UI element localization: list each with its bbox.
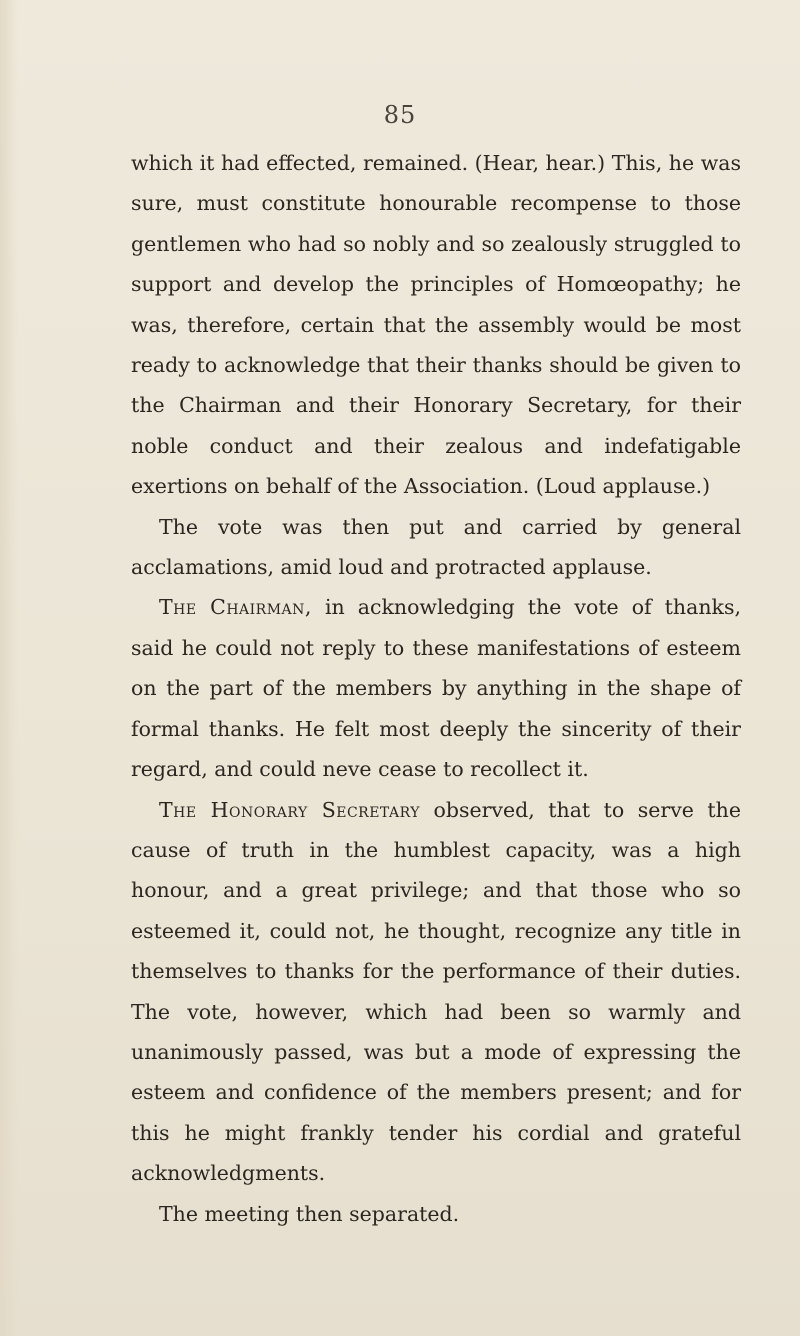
page-number: 85 [383, 101, 417, 129]
speaker-honorary-secretary: The Honorary Secretary [159, 797, 420, 822]
body-text [131, 143, 741, 1234]
paragraph-secretary-text: observed, that to serve the cause of truth in the humblest capacity, was a high honour, and a great privilege; and that those who so esteemed it, could not, he thought, recognize any title in themselves to thanks for the performance of their duties. The vote, however, which had been so warmly and unanimously passed, was but a mode of expressing the esteem and confidence of the members present; and for this he might frankly tender his cordial and grateful acknowledgments. [131, 797, 741, 1186]
paragraph-vote: The vote was then put and carried by general acclamations, amid loud and protracted applause. [131, 514, 741, 580]
paragraph-secretary [131, 790, 741, 1194]
paragraph-chairman-text: in acknowledging the vote of thanks, said he could not reply to these manifestations of esteem on the part of the members by anything in the shape of formal thanks. He felt most deeply the sincerity of their regard, and could neve cease to recollect it. [131, 595, 741, 782]
paragraph-chairman [131, 587, 741, 789]
paragraph-continuation: which it had effected, remained. (Hear, hear.) This, he was sure, must constitute honourable recompense to those gentlemen who had so nobly and so zealously struggled to support and develop the principles of Homœopathy; he was, therefore, certain that the assembly would be most ready to acknowledge that their thanks should be given to the Chairman and their Honorary Secretary, for their noble conduct and their zealous and indefatigable exertions on behalf of the Association. (Loud applause.) [131, 151, 741, 499]
speaker-chairman: The Chairman, [159, 595, 312, 620]
paragraph-closing: The meeting then separated. [159, 1201, 460, 1226]
page-edge-shadow [0, 0, 18, 1336]
